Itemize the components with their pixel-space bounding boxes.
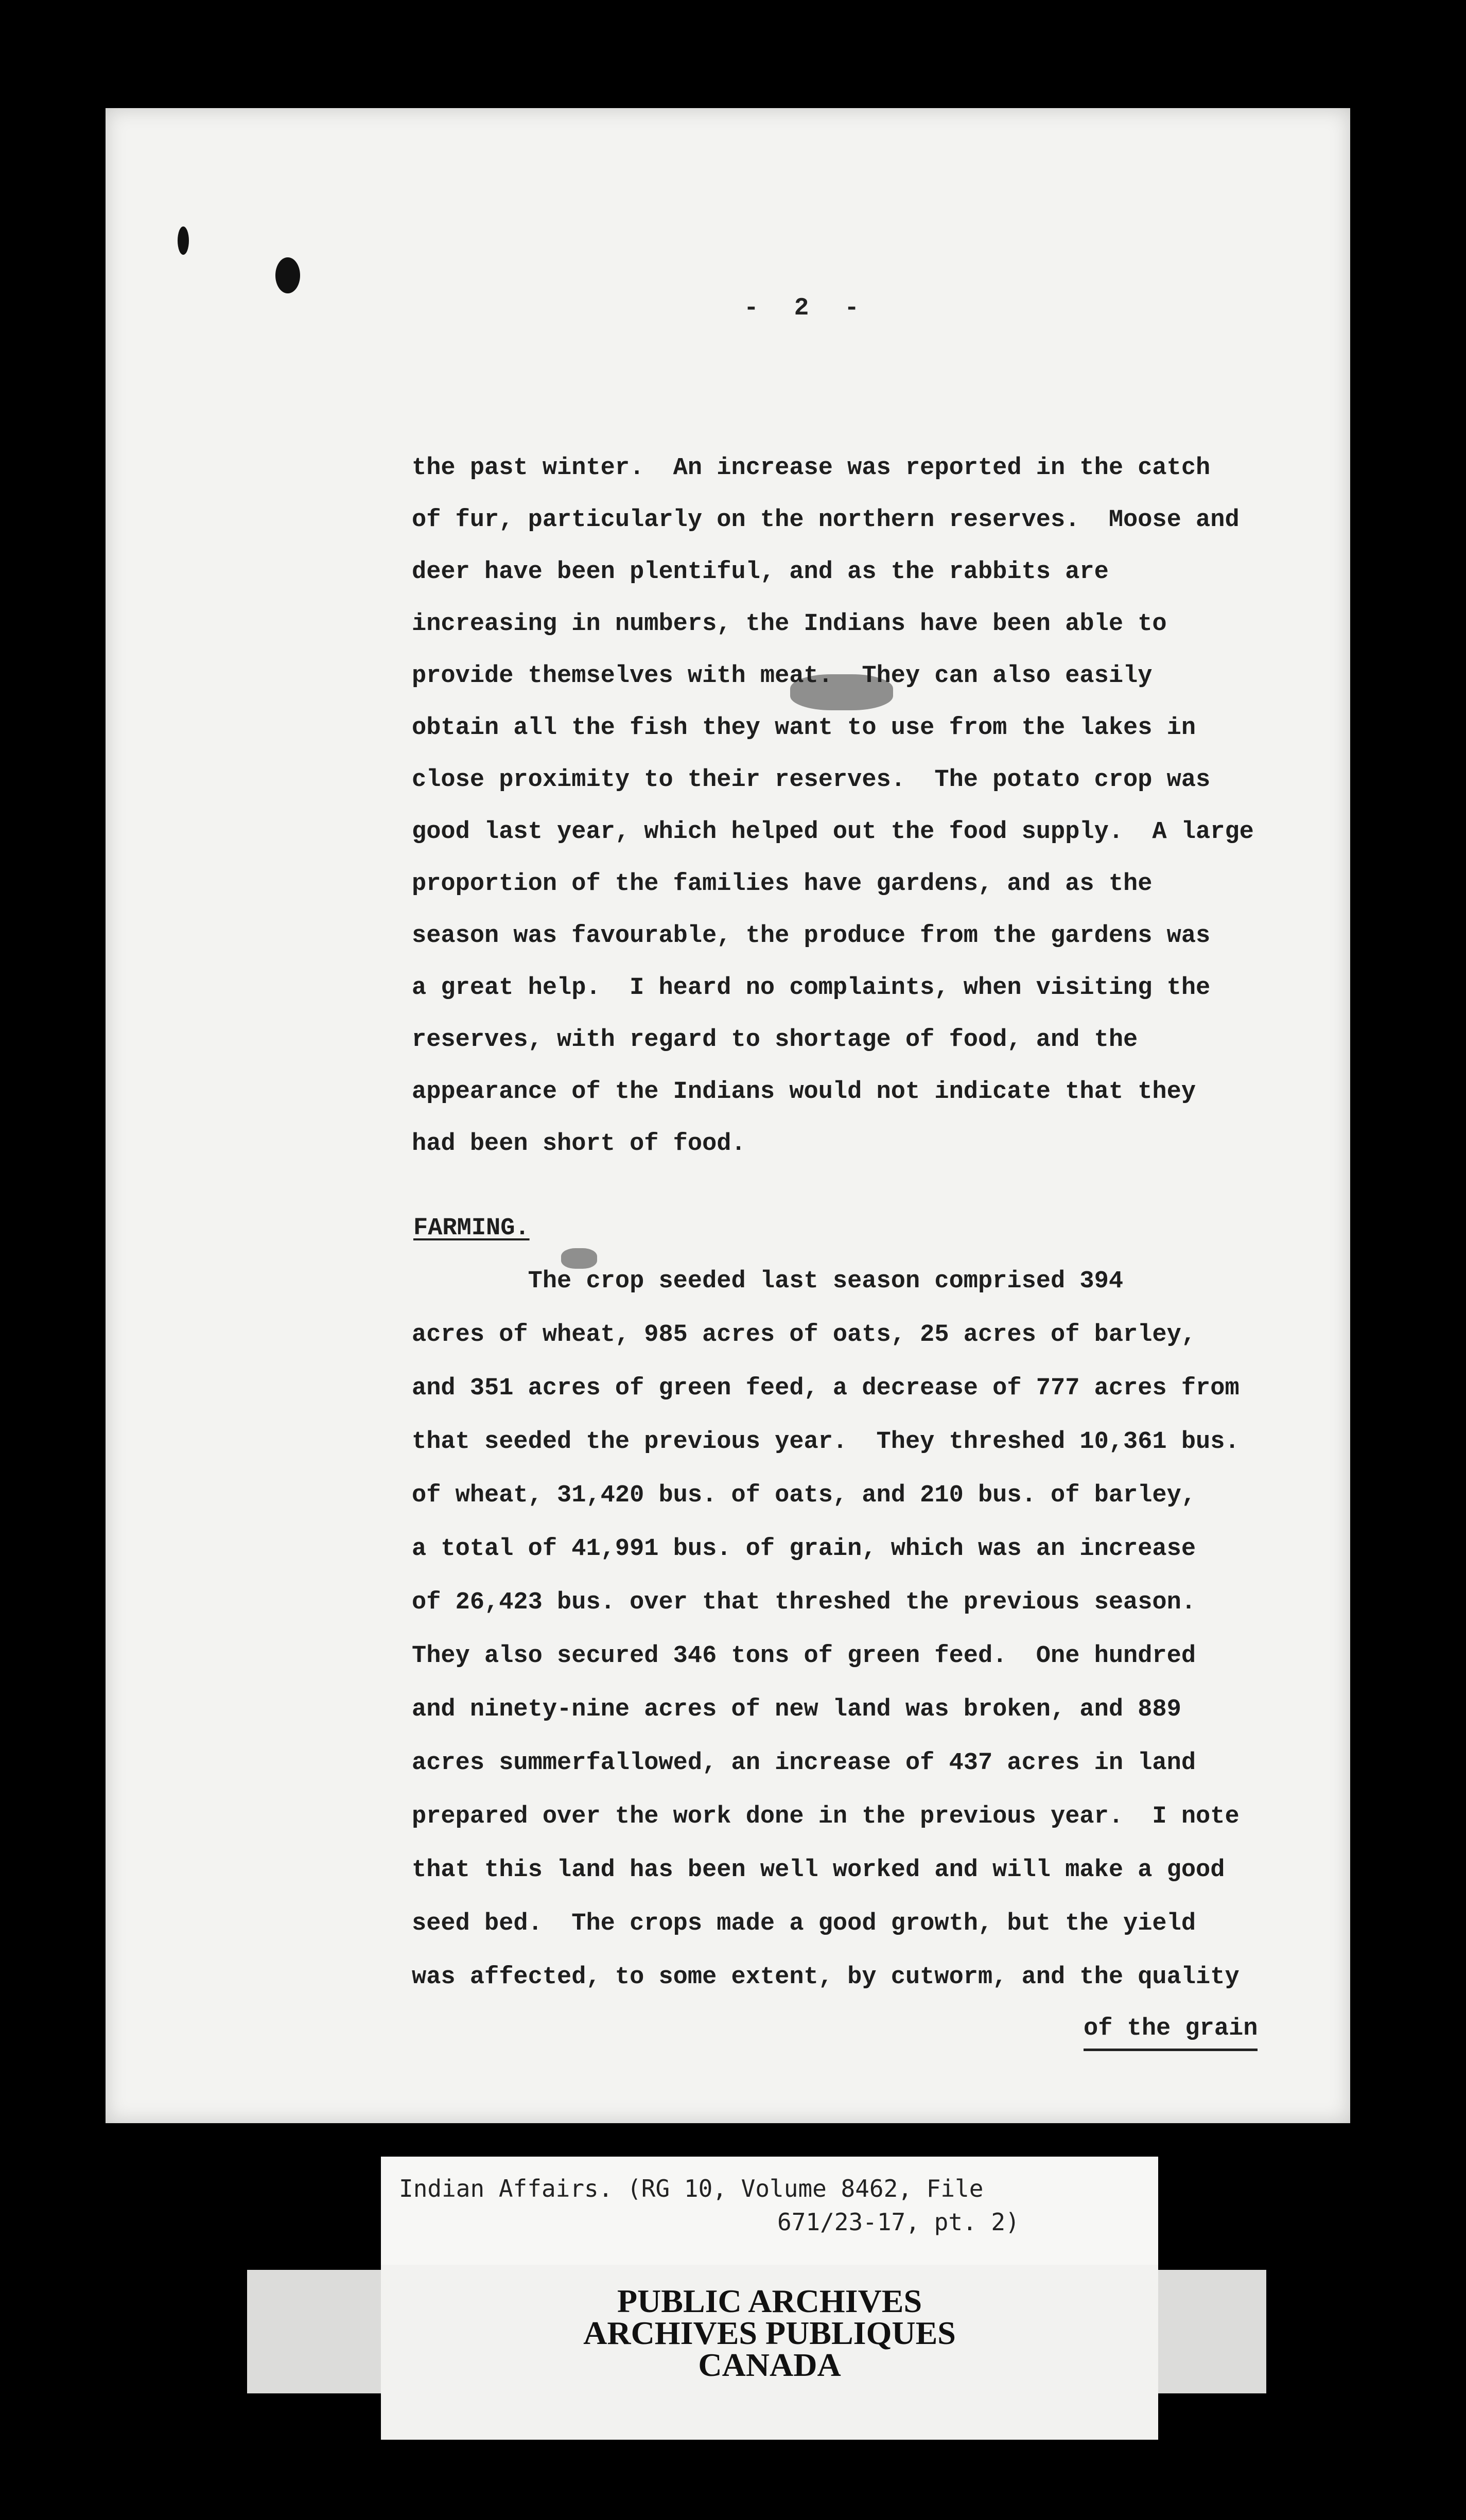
text-line: deer have been plentiful, and as the rabbits are [412,558,1109,586]
text-line: close proximity to their reserves. The potato crop was [412,766,1211,794]
text-line: The crop seeded last season comprised 394 [412,1268,1124,1295]
section-heading-farming: FARMING. [413,1215,530,1242]
text-line: prepared over the work done in the previous year. I note [412,1803,1240,1830]
text-line: that this land has been well worked and will make a good [412,1857,1225,1884]
text-line: and ninety-nine acres of new land was broken, and 889 [412,1696,1181,1723]
text-line: was affected, to some extent, by cutworm, and the quality [412,1964,1240,1991]
text-line: acres of wheat, 985 acres of oats, 25 acres of barley, [412,1321,1196,1349]
stamp-line-1: PUBLIC ARCHIVES [617,2283,922,2319]
text-line: and 351 acres of green feed, a decrease of 777 acres from [412,1375,1240,1402]
text-line: increasing in numbers, the Indians have been able to [412,610,1167,638]
ink-smudge [561,1248,597,1269]
ink-blot [275,257,300,293]
page-number: - 2 - [744,294,870,322]
text-line: reserves, with regard to shortage of food, and the [412,1026,1138,1054]
text-line: of wheat, 31,420 bus. of oats, and 210 bus. of barley, [412,1482,1196,1509]
stamp-line-3: CANADA [698,2347,841,2383]
ink-blot [178,226,189,255]
stamp-line-2: ARCHIVES PUBLIQUES [583,2315,956,2351]
document-page [106,108,1350,2123]
text-line: good last year, which helped out the food supply. A large [412,818,1254,846]
citation-line-2: 671/23-17, pt. 2) [777,2208,1020,2236]
continuation-text: of the grain [1084,2015,1258,2051]
text-line: They also secured 346 tons of green feed. One hundred [412,1642,1196,1670]
text-line: that seeded the previous year. They threshed 10,361 bus. [412,1428,1240,1456]
text-line: proportion of the families have gardens, and as the [412,870,1153,898]
text-line: of 26,423 bus. over that threshed the previous season. [412,1589,1196,1616]
text-line: season was favourable, the produce from the gardens was [412,922,1211,950]
text-line: of fur, particularly on the northern reserves. Moose and [412,506,1240,534]
text-line: had been short of food. [412,1130,746,1158]
text-line: acres summerfallowed, an increase of 437 acres in land [412,1749,1196,1777]
archives-stamp [381,2265,1158,2440]
text-line: provide themselves with meat. They can also easily [412,662,1153,690]
text-line: obtain all the fish they want to use from the lakes in [412,714,1196,742]
text-line: appearance of the Indians would not indicate that they [412,1078,1196,1106]
text-line: a total of 41,991 bus. of grain, which was an increase [412,1535,1196,1563]
text-line: the past winter. An increase was reported in the catch [412,454,1211,482]
citation-line-1: Indian Affairs. (RG 10, Volume 8462, File [399,2175,984,2202]
text-line: seed bed. The crops made a good growth, but the yield [412,1910,1196,1937]
text-line: a great help. I heard no complaints, when visiting the [412,974,1211,1002]
